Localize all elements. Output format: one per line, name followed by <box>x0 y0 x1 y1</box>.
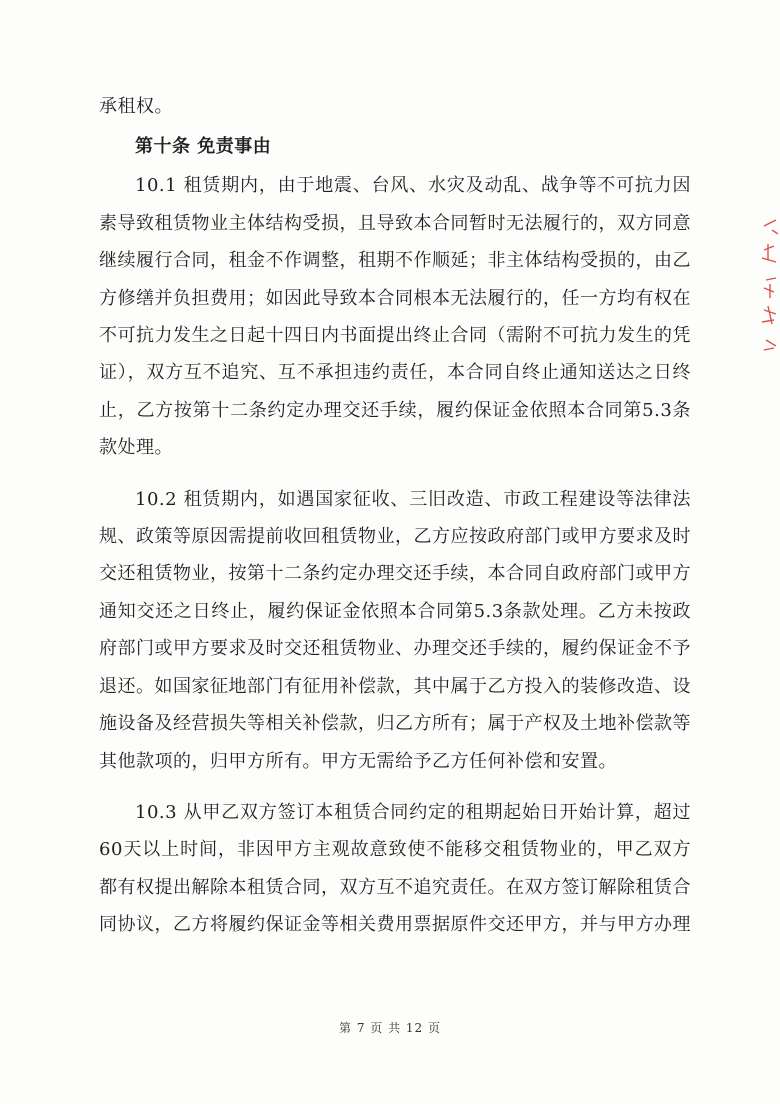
clause-10-1: 10.1 租赁期内，由于地震、台风、水灾及动乱、战争等不可抗力因素导致租赁物业主体结构受损，且导致本合同暂时无法履行的，双方同意继续履行合同，租金不作调整，租期不作顺延；非主体结构受损的，由乙方修缮并负担费用；如因此导致本合同根本无法履行的，任一方均有权在不可抗力发生之日起十四日内书面提出终止合同（需附不可抗力发生的凭证），双方互不追究、互不承担违约责任，本合同自终止通知送达之日终止，乙方按第十二条约定办理交还手续，履约保证金依照本合同第5.3条款处理。 <box>99 175 691 459</box>
page-footer: 第 7 页 共 12 页 <box>339 1021 441 1035</box>
clause-10-3: 10.3 从甲乙双方签订本租赁合同约定的租期起始日开始计算，超过60天以上时间，非因甲方主观故意致使不能移交租赁物业的，甲乙双方都有权提出解除本租赁合同，双方互不追究责任。在双方签订解除租赁合同协议，乙方将履约保证金等相关费用票据原件交还甲方，并与甲方办理 <box>99 801 691 936</box>
seal-stamp-fragment <box>758 200 778 380</box>
document-body <box>99 88 691 944</box>
continuation-line: 承租权。 <box>99 96 173 117</box>
clause-10-2: 10.2 租赁期内，如遇国家征收、三旧改造、市政工程建设等法律法规、政策等原因需提前收回租赁物业，乙方应按政府部门或甲方要求及时交还租赁物业，按第十二条约定办理交还手续，本合同自政府部门或甲方通知交还之日终止，履约保证金依照本合同第5.3条款处理。乙方未按政府部门或甲方要求及时交还租赁物业、办理交还手续的，履约保证金不予退还。如国家征地部门有征用补偿款，其中属于乙方投入的装修改造、设施设备及经营损失等相关补偿款，归乙方所有；属于产权及土地补偿款等其他款项的，归甲方所有。甲方无需给予乙方任何补偿和安置。 <box>99 488 691 772</box>
section-heading: 第十条 免责事由 <box>135 136 272 158</box>
